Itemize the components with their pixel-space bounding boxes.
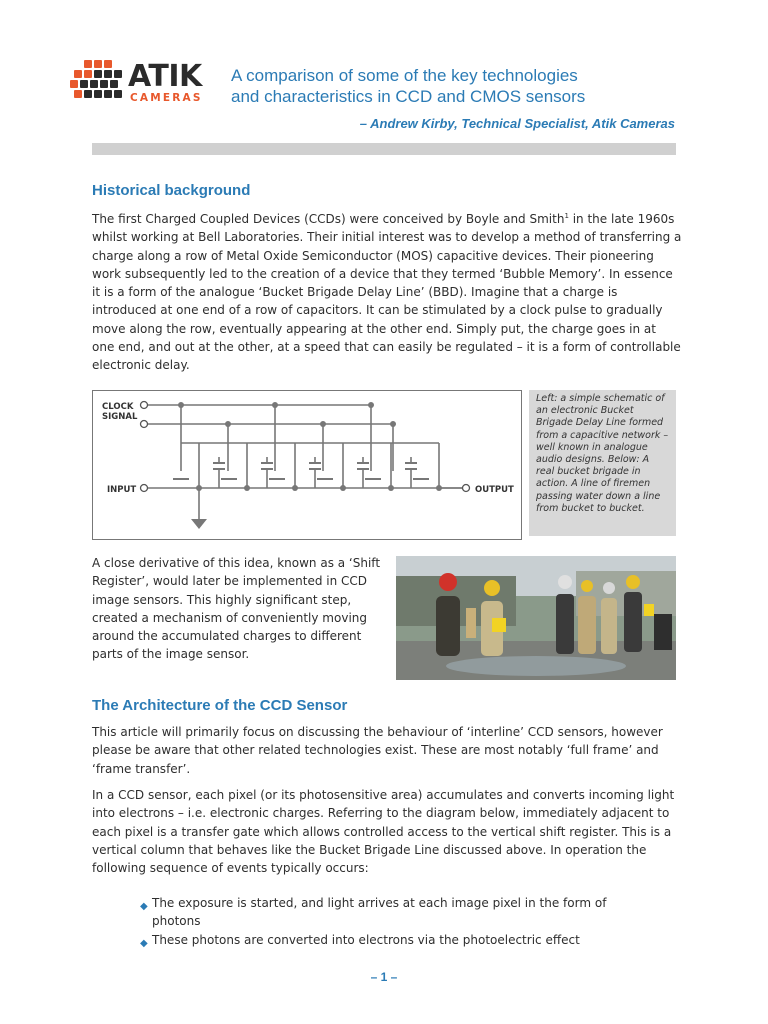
title-line-2: and characteristics in CCD and CMOS sensors bbox=[231, 87, 586, 106]
bucket-brigade-circuit-diagram bbox=[92, 390, 522, 540]
logo-brand-text: ATIK bbox=[128, 59, 202, 94]
diamond-bullet-icon: ◆ bbox=[140, 938, 148, 949]
section-heading-historical: Historical background bbox=[92, 182, 251, 199]
clock-label-line2: SIGNAL bbox=[102, 412, 138, 422]
figure-caption-text: Left: a simple schematic of an electronic Bucket Brigade Delay Line formed from a capacitive network – well known in analogue audio designs. Below: A real bucket brigade in action. A line of firemen passing water down a line from bucket to bucket. bbox=[536, 393, 669, 514]
paragraph-architecture-2: In a CCD sensor, each pixel (or its photosensitive area) accumulates and converts incoming light into electrons – i.e. electronic charges. Referring to the diagram below, immediately adjacent to each pixel is a transfer gate which allows controlled access to the vertical shift register. This is a vertical column that behaves like the Bucket Brigade Line discussed above. In operation the following sequence of events typically occurs: bbox=[92, 788, 675, 876]
diamond-bullet-icon: ◆ bbox=[140, 901, 148, 912]
list-item bbox=[140, 932, 650, 950]
document-title bbox=[231, 65, 671, 107]
list-item bbox=[140, 895, 650, 930]
clock-label-line1: CLOCK bbox=[102, 402, 134, 412]
page-number: – 1 – bbox=[370, 970, 398, 984]
paragraph-architecture-1: This article will primarily focus on discussing the behaviour of ‘interline’ CCD sensors, however please be aware that other related technologies exist. These are most notably ‘full frame’ and ‘frame transfer’. bbox=[92, 725, 663, 776]
p1-text-b: in the late 1960s whilst working at Bell Laboratories. Their initial interest was to develop a method of transferring a charge along a row of Metal Oxide Semiconductor (MOS) capacitive devices. Their pioneering work subsequently led to the creation of a device that they termed ‘Bubble Memory’. In essence it is a form of the analogue ‘Bucket Brigade Delay Line’ (BBD). Imagine that a charge is introduced at one end of a row of capacitors. It can be stimulated by a clock pulse to gradually move along the row, eventually appearing at the other end. Simply put, the charge goes in at one end, and out at the other, at a speed that can easily be regulated – it is a form of controllable electronic delay. bbox=[92, 212, 682, 373]
author-byline: – Andrew Kirby, Technical Specialist, Atik Cameras bbox=[359, 116, 675, 131]
output-label: OUTPUT bbox=[475, 485, 514, 495]
event-sequence-list bbox=[140, 895, 650, 952]
title-divider-bar bbox=[92, 143, 676, 155]
logo-sub-text: CAMERAS bbox=[130, 92, 203, 104]
section-heading-architecture: The Architecture of the CCD Sensor bbox=[92, 697, 348, 714]
atik-cameras-logo bbox=[70, 60, 210, 106]
paragraph-historical-1 bbox=[92, 207, 682, 375]
paragraph-historical-2: A close derivative of this idea, known as a ‘Shift Register’, would later be implemented in CCD image sensors. This highly significant step, created a mechanism of conveniently moving around the accumulated charges to different parts of the image sensor. bbox=[92, 556, 381, 662]
figure-caption-box bbox=[529, 390, 676, 536]
bucket-brigade-photo bbox=[396, 556, 676, 680]
input-label: INPUT bbox=[107, 485, 137, 495]
list-item-text: These photons are converted into electrons via the photoelectric effect bbox=[152, 933, 580, 947]
footnote-ref: 1 bbox=[564, 212, 569, 220]
p1-text-a: The first Charged Coupled Devices (CCDs) were conceived by Boyle and Smith bbox=[92, 212, 565, 226]
list-item-text: The exposure is started, and light arrives at each image pixel in the form of photons bbox=[152, 896, 607, 928]
title-line-1: A comparison of some of the key technologies bbox=[231, 66, 578, 85]
